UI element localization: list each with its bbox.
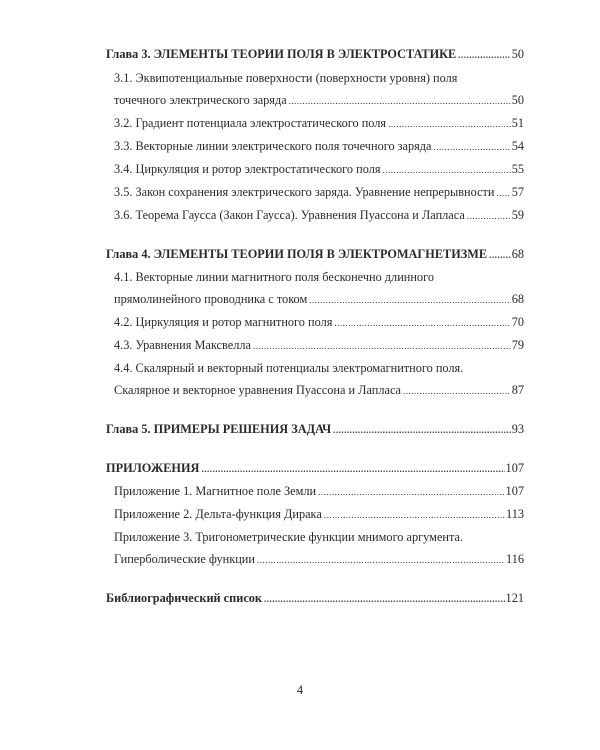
dot-leader — [318, 484, 504, 500]
toc-page-number: 79 — [511, 338, 524, 352]
toc-entry-3-1[interactable] — [106, 70, 524, 109]
toc-entry-title: Глава 5. ПРИМЕРЫ РЕШЕНИЯ ЗАДАЧ — [106, 422, 332, 436]
table-of-contents — [106, 46, 524, 607]
toc-page-number: 116 — [506, 552, 524, 566]
dot-leader — [257, 552, 505, 568]
toc-entry-appendices[interactable] — [106, 460, 524, 477]
toc-entry-title-line1: 4.4. Скалярный и векторный потенциалы электромагнитного поля. — [114, 361, 464, 375]
dot-leader — [333, 422, 511, 438]
toc-entry-title-line1: 3.1. Эквипотенциальные поверхности (поверхности уровня) поля — [114, 71, 458, 85]
dot-leader — [324, 507, 505, 523]
toc-page-number: 93 — [511, 422, 524, 436]
toc-page-number: 87 — [511, 383, 524, 397]
dot-leader — [458, 47, 510, 63]
toc-entry-3-2[interactable] — [106, 115, 524, 132]
toc-entry-3-6[interactable] — [106, 207, 524, 224]
toc-entry-title: 4.2. Циркуляция и ротор магнитного поля — [114, 315, 333, 329]
toc-page-number: 51 — [511, 116, 524, 130]
dot-leader — [289, 93, 511, 109]
toc-entry-title-line2: точечного электрического заряда — [114, 93, 287, 107]
toc-entry-4-2[interactable] — [106, 314, 524, 331]
page-number: 4 — [296, 683, 304, 697]
toc-page-number: 50 — [511, 47, 524, 61]
dot-leader — [264, 591, 505, 607]
toc-entry-chapter-5[interactable] — [106, 421, 524, 438]
toc-page-number: 57 — [511, 185, 524, 199]
toc-page-number: 113 — [506, 507, 524, 521]
dot-leader — [434, 139, 511, 155]
dot-leader — [403, 383, 511, 399]
toc-entry-title-line2: прямолинейного проводника с током — [114, 292, 308, 306]
toc-page-number: 50 — [511, 93, 524, 107]
toc-entry-title: 3.2. Градиент потенциала электростатического поля — [114, 116, 387, 130]
toc-entry-3-4[interactable] — [106, 161, 524, 178]
toc-entry-title: Глава 4. ЭЛЕМЕНТЫ ТЕОРИИ ПОЛЯ В ЭЛЕКТРОМАГНЕТИЗМЕ — [106, 247, 488, 261]
toc-entry-title: 3.6. Теорема Гаусса (Закон Гаусса). Уравнения Пуассона и Лапласа — [114, 208, 465, 222]
toc-entry-title: 4.3. Уравнения Максвелла — [114, 338, 251, 352]
toc-entry-appendix-3[interactable] — [106, 529, 524, 568]
toc-entry-title-line2: Гиперболические функции — [114, 552, 255, 566]
toc-entry-title-line2: Скалярное и векторное уравнения Пуассона и Лапласа — [114, 383, 402, 397]
toc-entry-4-3[interactable] — [106, 337, 524, 354]
dot-leader — [201, 461, 504, 477]
toc-entry-3-3[interactable] — [106, 138, 524, 155]
toc-entry-title: 3.5. Закон сохранения электрического заряда. Уравнение непрерывности — [114, 185, 495, 199]
toc-entry-title: Библиографический список — [106, 591, 263, 605]
toc-entry-title: Приложение 1. Магнитное поле Земли — [114, 484, 317, 498]
toc-page-number: 68 — [511, 292, 524, 306]
dot-leader — [489, 247, 511, 263]
toc-entry-appendix-2[interactable] — [106, 506, 524, 523]
toc-page-number: 55 — [511, 162, 524, 176]
toc-page-number: 70 — [511, 315, 524, 329]
toc-entry-chapter-3[interactable] — [106, 46, 524, 63]
dot-leader — [382, 162, 510, 178]
dot-leader — [388, 116, 511, 132]
toc-page-number: 54 — [511, 139, 524, 153]
dot-leader — [334, 315, 510, 331]
toc-page-number: 107 — [505, 484, 524, 498]
toc-entry-4-4[interactable] — [106, 360, 524, 399]
toc-entry-chapter-4[interactable] — [106, 246, 524, 263]
toc-page-number: 121 — [505, 591, 524, 605]
dot-leader — [497, 185, 511, 201]
toc-page-number: 59 — [511, 208, 524, 222]
toc-entry-title: Глава 3. ЭЛЕМЕНТЫ ТЕОРИИ ПОЛЯ В ЭЛЕКТРОСТАТИКЕ — [106, 47, 457, 61]
toc-entry-title: 3.3. Векторные линии электрического поля точечного заряда — [114, 139, 432, 153]
toc-entry-appendix-1[interactable] — [106, 483, 524, 500]
toc-page-number: 107 — [505, 461, 524, 475]
dot-leader — [467, 208, 511, 224]
toc-entry-title: 3.4. Циркуляция и ротор электростатического поля — [114, 162, 381, 176]
toc-entry-3-5[interactable] — [106, 184, 524, 201]
dot-leader — [309, 292, 510, 308]
toc-entry-title: Приложение 2. Дельта-функция Дирака — [114, 507, 322, 521]
toc-entry-title-line1: 4.1. Векторные линии магнитного поля бесконечно длинного — [114, 270, 434, 284]
dot-leader — [253, 338, 511, 354]
toc-entry-4-1[interactable] — [106, 269, 524, 308]
toc-page-number: 68 — [511, 247, 524, 261]
toc-entry-title-line1: Приложение 3. Тригонометрические функции мнимого аргумента. — [114, 530, 464, 544]
toc-entry-bibliography[interactable] — [106, 590, 524, 607]
toc-entry-title: ПРИЛОЖЕНИЯ — [106, 461, 200, 475]
